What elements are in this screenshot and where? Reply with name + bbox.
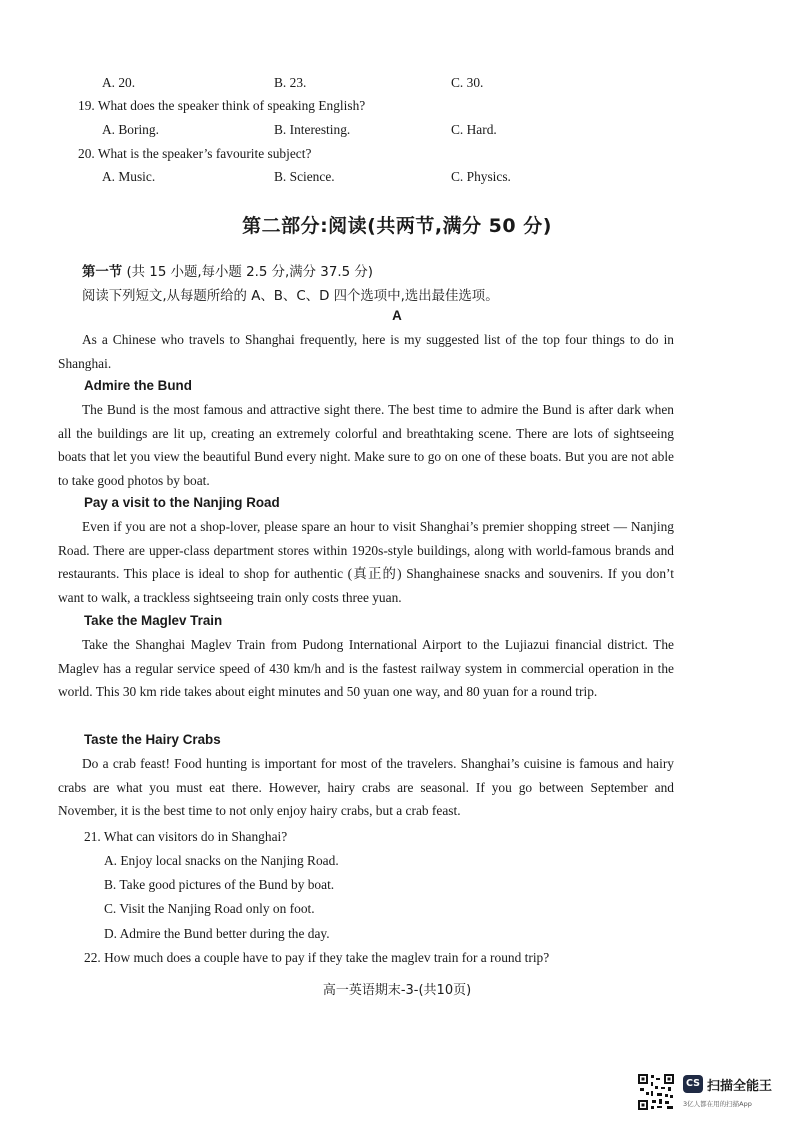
intro-text: As a Chinese who travels to Shanghai frequently, here is my suggested list of the top four things to do in Shanghai.	[58, 332, 674, 371]
section-paragraph-hairy-crabs	[58, 752, 674, 823]
section-title-nanjing-road: Pay a visit to the Nanjing Road	[84, 495, 280, 510]
passage-label: A	[392, 308, 402, 323]
q19-stem: 19. What does the speaker think of speaking English?	[78, 98, 366, 113]
q20-option-c: C. Physics.	[451, 169, 511, 184]
q20-stem: 20. What is the speaker’s favourite subject?	[78, 146, 312, 161]
section-paragraph-bund	[58, 398, 674, 492]
section-text-bund: The Bund is the most famous and attractive sight there. The best time to admire the Bund is after dark when all the buildings are lit up, creating an extremely colorful and breathtaking scene. There are lots of sightseeing boats that let you view the beautiful Bund every night. Make sure to go on one of these boats. But you are not able to take good photos by boat.	[58, 402, 674, 488]
q21-option-a: A. Enjoy local snacks on the Nanjing Road.	[104, 853, 339, 868]
q19-option-c: C. Hard.	[451, 122, 497, 137]
section-one-detail: (共 15 小题,每小题 2.5 分,满分 37.5 分)	[126, 265, 373, 280]
scanner-brand-name: 扫描全能王	[707, 1079, 773, 1094]
scanner-logo-icon: CS	[683, 1075, 703, 1093]
q21-option-c: C. Visit the Nanjing Road only on foot.	[104, 901, 315, 916]
q18-option-b: B. 23.	[274, 75, 307, 90]
page-footer: 高一英语期末-3-(共10页)	[322, 983, 472, 998]
q22-stem: 22. How much does a couple have to pay if they take the maglev train for a round trip?	[84, 950, 550, 965]
section-text-maglev: Take the Shanghai Maglev Train from Pudong International Airport to the Lujiazui financial district. The Maglev has a regular service speed of 430 km/h and is the fastest railway system in commercial operation in the world. This 30 km ride takes about eight minutes and 50 yuan one way, and 80 yuan for a round trip.	[58, 637, 674, 700]
section-paragraph-maglev	[58, 633, 674, 704]
qr-code-icon	[637, 1073, 675, 1111]
section-title-maglev: Take the Maglev Train	[84, 613, 223, 628]
section-one-instruction: 阅读下列短文,从每题所给的 A、B、C、D 四个选项中,选出最佳选项。	[82, 289, 499, 304]
section-one-title	[82, 261, 373, 280]
q18-option-a: A. 20.	[102, 75, 136, 90]
intro-paragraph	[58, 328, 674, 375]
q21-option-d: D. Admire the Bund better during the day.	[104, 926, 330, 941]
section-text-nanjing-road: Even if you are not a shop-lover, please spare an hour to visit Shanghai’s premier shopping street — Nanjing Road. There are upper-class department stores within 1920s-style buildings, along with world-famous brands and restaurants. This place is ideal to shop for authentic (真正的) Shanghainese snacks and souvenirs. If you don’t want to walk, a trackless sightseeing train only costs three yuan.	[58, 519, 674, 605]
section-paragraph-nanjing-road	[58, 515, 674, 609]
section-title-hairy-crabs: Taste the Hairy Crabs	[84, 732, 221, 747]
q21-stem: 21. What can visitors do in Shanghai?	[84, 829, 288, 844]
q19-option-b: B. Interesting.	[274, 122, 351, 137]
part-two-heading: 第二部分:阅读(共两节,满分 50 分)	[242, 215, 552, 237]
q18-option-c: C. 30.	[451, 75, 484, 90]
section-one-label: 第一节	[82, 265, 123, 280]
q20-option-b: B. Science.	[274, 169, 335, 184]
section-text-hairy-crabs: Do a crab feast! Food hunting is important for most of the travelers. Shanghai’s cuisine is famous and hairy crabs are what you must eat there. However, hairy crabs are seasonal. If you go between September and November, it is the best time to not only enjoy hairy crabs, but a crab feast.	[58, 756, 674, 819]
q19-option-a: A. Boring.	[102, 122, 159, 137]
scanner-brand-tagline: 3亿人都在用的扫描App	[683, 1100, 752, 1108]
q20-option-a: A. Music.	[102, 169, 156, 184]
q21-option-b: B. Take good pictures of the Bund by boat.	[104, 877, 335, 892]
section-title-bund: Admire the Bund	[84, 378, 192, 393]
